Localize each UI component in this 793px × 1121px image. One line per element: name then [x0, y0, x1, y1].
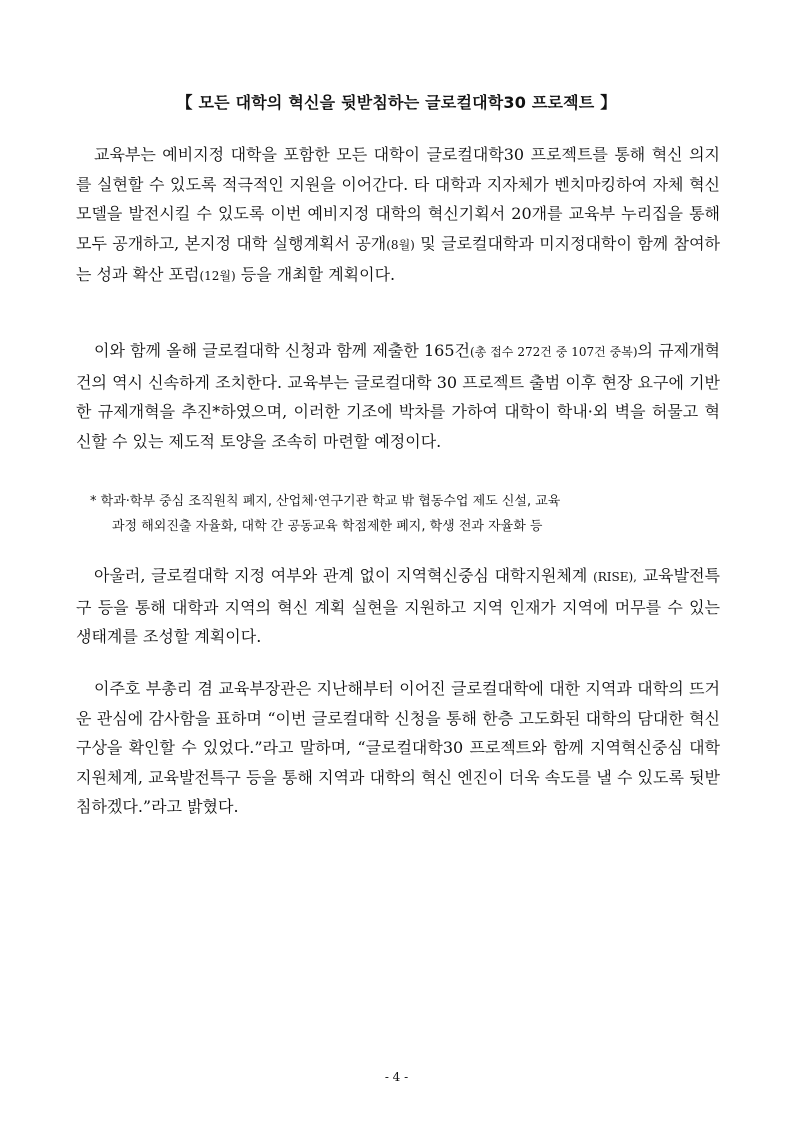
- footnote: [90, 489, 730, 539]
- paragraph-2-text: 이와 함께 올해 글로컬대학 신청과 함께 제출한 165건: [94, 341, 471, 360]
- paragraph-1-text-mid: 및 글로컬대학과 미지정대학이 함께 참여하는 성과 확산 포럼: [76, 233, 720, 284]
- page-number: - 4 -: [384, 1070, 409, 1084]
- paragraph-1: [76, 140, 720, 292]
- paragraph-2: [76, 336, 720, 456]
- paragraph-3-text: 아울러, 글로컬대학 지정 여부와 관계 없이 지역혁신중심 대학지원체계: [94, 566, 594, 585]
- footnote-line-1: * 학과·학부 중심 조직원칙 폐지, 산업체·연구기관 학교 밖 협동수업 제도 신설, 교육: [90, 494, 561, 509]
- paragraph-4: 이주호 부총리 겸 교육부장관은 지난해부터 이어진 글로컬대학에 대한 지역과 대학의 뜨거운 관심에 감사함을 표하며 “이번 글로컬대학 신청을 통해 한층 고도화된 대학의 담대한 혁신 구상을 확인할 수 있었다.”라고 말하며, “글로컬대학30 프로젝트와 함께 지역혁신중심 대학지원체계, 교육발전특구 등을 통해 지역과 대학의 혁신 엔진이 더욱 속도를 낼 수 있도록 뒷받침하겠다.”라고 밝혔다.: [76, 679, 720, 816]
- footnote-line-2: 과정 해외진출 자율화, 대학 간 공동교육 학점제한 폐지, 학생 전과 자율화 등: [112, 519, 543, 534]
- paragraph-1-date-december: (12월): [199, 269, 236, 283]
- paragraph-1-text-end: 등을 개최할 계획이다.: [235, 265, 396, 284]
- paragraph-3: [76, 561, 720, 652]
- paragraph-1-text: 교육부는 예비지정 대학을 포함한 모든 대학이 글로컬대학30 프로젝트를 통해 혁신 의지를 실현할 수 있도록 적극적인 지원을 이어간다. 타 대학과 지자체가 벤치마킹하여 자체 혁신모델을 발전시킬 수 있도록 이번 예비지정 대학의 혁신기획서 20개를 교육부 누리집을 통해 모두 공개하고, 본지정 대학 실행계획서 공개: [76, 145, 720, 253]
- paragraph-2-text-end: 의 규제개혁 건의 역시 신속하게 조치한다. 교육부는 글로컬대학 30 프로젝트 출범 이후 현장 요구에 기반한 규제개혁을 추진*하였으며, 이러한 기조에 박차를 가하여 대학이 학내·외 벽을 허물고 혁신할 수 있는 제도적 토양을 조속히 마련할 예정이다.: [76, 341, 721, 451]
- paragraph-3-text-end: 교육발전특구 등을 통해 대학과 지역의 혁신 계획 실현을 지원하고 지역 인재가 지역에 머무를 수 있는 생태계를 조성할 계획이다.: [76, 566, 720, 646]
- section-title: 【 모든 대학의 혁신을 뒷받침하는 글로컬대학30 프로젝트 】: [176, 93, 617, 112]
- paragraph-2-count-note: (총 접수 272건 중 107건 중복): [470, 345, 638, 359]
- paragraph-3-rise-abbrev: (RISE),: [593, 570, 637, 584]
- paragraph-1-date-august: (8월): [386, 237, 415, 252]
